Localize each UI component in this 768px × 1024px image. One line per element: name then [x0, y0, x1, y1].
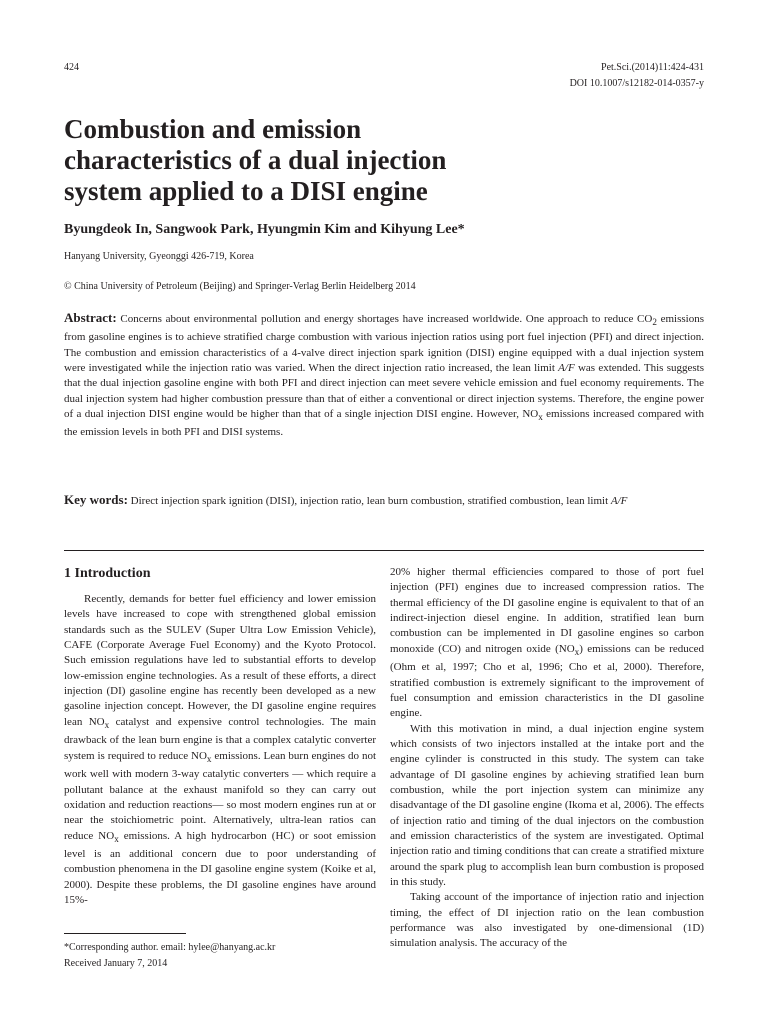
- right-column: [390, 565, 704, 952]
- page-number: 424: [64, 62, 79, 73]
- footnote-divider: [64, 933, 186, 934]
- received-date: Received January 7, 2014: [64, 958, 168, 969]
- abstract-label: Abstract:: [64, 310, 117, 325]
- corresponding-author-footnote: *Corresponding author. email: hylee@hanyang.ac.kr: [64, 942, 276, 953]
- journal-reference: Pet.Sci.(2014)11:424-431: [601, 62, 704, 73]
- doi: DOI 10.1007/s12182-014-0357-y: [569, 78, 704, 89]
- section-heading: 1 Introduction: [64, 566, 151, 581]
- affiliation: Hanyang University, Gyeonggi 426-719, Korea: [64, 251, 254, 262]
- left-column: [64, 565, 376, 908]
- authors: Byungdeok In, Sangwook Park, Hyungmin Kim and Kihyung Lee*: [64, 222, 465, 237]
- keywords: Key words: Direct injection spark ignition (DISI), injection ratio, lean burn combustion, stratified combustion, lean limit A/F: [64, 492, 628, 507]
- intro-paragraph-1-continued: 20% higher thermal efficiencies compared to those of port fuel injection (PFI) engines due to increased compression ratios. The thermal efficiency of the DI gasoline engine is equivalent to that of an indirect-injection diesel engine. In addition, stratified lean burn combustion can be implemented in DI gasoline engines so carbon monoxide (CO) and nitrogen oxide $(NO_x)$ emissions can be reduced (Ohm et al, 1997; Cho et al, 1996; Cho et al, 2000). Therefore, stratified combustion is extremely significant to the improvement of fuel consumption and emission characteristics in the DI gasoline engine.: [390, 566, 704, 720]
- intro-paragraph-2: With this motivation in mind, a dual injection engine system which consists of two injectors installed at the intake port and the engine cylinder is constructed in this study. The system can take advantage of DI gasoline engines by achieving stratified lean burn combustion, while the port injection system can minimize any disadvantage of the DI gasoline engine (Ikoma et al, 2006). The effects of injection ratio and timing of the dual injectors on the combustion and emission characteristics of the system are investigated. Optimal injection ratio and timing conditions that can create a stratified mixture around the spark plug to accomplish lean burn combustion is proposed in this study.: [390, 722, 704, 889]
- keywords-label: Key words:: [64, 492, 128, 507]
- intro-paragraph-3: Taking account of the importance of injection ratio and injection timing, the effect of DI injection ratio on the lean combustion performance was also investigated by one-dimensional (1D) simulation analysis. The accuracy of the: [390, 891, 704, 950]
- section-divider: [64, 550, 704, 551]
- intro-paragraph-1: Recently, demands for better fuel efficiency and lower emission levels have increased to cope with strengthened global emission standards such as the SULEV (Super Ultra Low Emission Vehicle), CAFE (Corporate Average Fuel Economy) and the Kyoto Protocol. Such emission regulations have led to substantial efforts to develop low-emission engine technologies. As a result of these efforts, a direct injection (DI) gasoline engine has recently been developed as a new gasoline injection concept. However, the DI gasoline engine requires lean $NO_x$ catalyst and expensive control technologies. The main drawback of the lean burn engine is that a complex catalytic converter system is required to reduce $NO_x$ emissions. Lean burn engines do not work well with modern 3-way catalytic converters — which require a pollutant balance at the exhaust manifold so they can carry out oxidation and reduction reactions— so most modern engines run at or near the stoichiometric point. Alternatively, ultra-lean ratios can reduce $NO_x$ emissions. A high hydrocarbon (HC) or soot emission level is an additional concern due to poor understanding of combustion phenomena in the DI gasoline engine system (Koike et al, 2000). Despite these problems, the DI gasoline engines have around 15%-: [64, 593, 376, 907]
- abstract: Abstract: Concerns about environmental pollution and energy shortages have increased worldwide. One approach to reduce $CO_2$ emissions from gasoline engines is to achieve stratified charge combustion with various injection ratios using port fuel injection (PFI) and direct injection. The combustion and emission characteristics of a 4-valve direct injection spark ignition (DISI) engine equipped with a dual injection system were investigated while the injection ratio was varied. When the direct injection ratio increased, the lean limit A/F was extended. This suggests that the dual injection gasoline engine with both PFI and direct injection can meet severe vehicle emission and fuel economy requirements. The dual injection system had higher combustion pressure than that of either a conventional or direct injection systems. Therefore, the engine power of a dual injection DISI engine would be higher than that of a single injection DISI engine. However, $NO_x$ emissions increased compared with the emission levels in both PFI and DISI systems.: [64, 310, 704, 439]
- copyright: © China University of Petroleum (Beijing) and Springer-Verlag Berlin Heidelberg 2014: [64, 281, 416, 292]
- paper-title: Combustion and emission characteristics of a dual injection system applied to a DISI engine: [64, 114, 447, 206]
